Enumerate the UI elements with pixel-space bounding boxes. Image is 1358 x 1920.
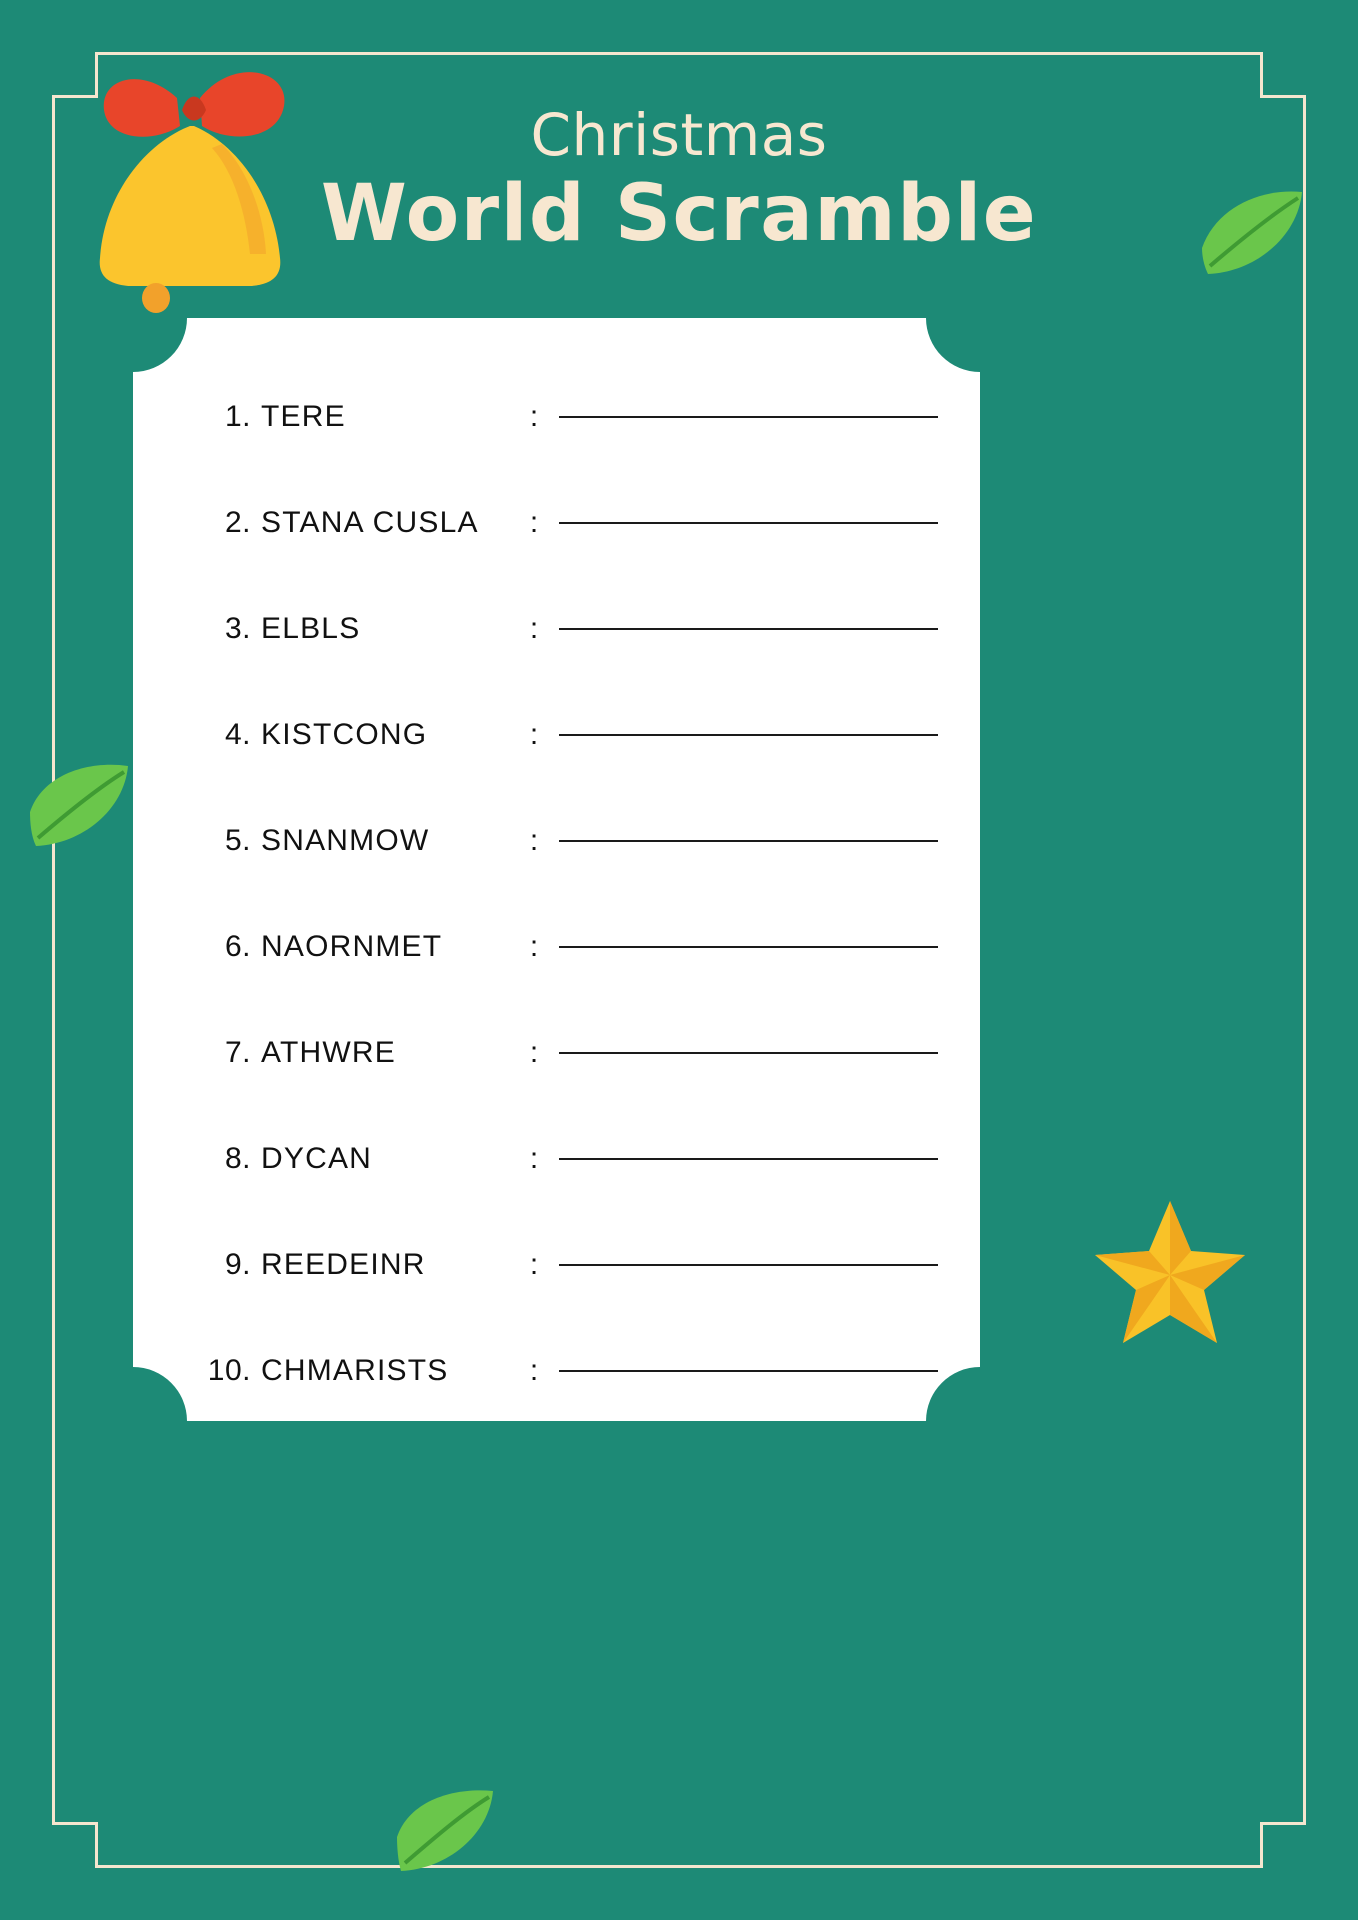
frame-corner-bottom-left bbox=[52, 1822, 98, 1868]
answer-line[interactable] bbox=[559, 734, 938, 736]
worksheet-card bbox=[133, 318, 980, 1421]
title-line-1: Christmas bbox=[530, 101, 828, 169]
item-number: 9. bbox=[224, 1248, 251, 1281]
item-colon: : bbox=[529, 612, 539, 645]
item-number: 7. bbox=[224, 1036, 251, 1069]
list-item bbox=[173, 470, 942, 576]
answer-line[interactable] bbox=[559, 840, 938, 842]
item-number: 10. bbox=[207, 1354, 251, 1387]
answer-line[interactable] bbox=[559, 946, 938, 948]
bell-icon bbox=[82, 48, 312, 318]
list-item bbox=[173, 1212, 942, 1318]
item-colon: : bbox=[529, 1354, 539, 1387]
answer-line[interactable] bbox=[559, 522, 938, 524]
item-word: TERE bbox=[261, 400, 346, 433]
holly-leaf-icon-left bbox=[28, 760, 132, 857]
list-item bbox=[173, 788, 942, 894]
item-number: 4. bbox=[224, 718, 251, 751]
item-word: ATHWRE bbox=[261, 1036, 396, 1069]
item-number: 8. bbox=[224, 1142, 251, 1175]
item-number: 2. bbox=[224, 506, 251, 539]
answer-line[interactable] bbox=[559, 1264, 938, 1266]
list-item bbox=[173, 682, 942, 788]
item-word: SNANMOW bbox=[261, 824, 430, 857]
item-number: 3. bbox=[224, 612, 251, 645]
list-item bbox=[173, 1106, 942, 1212]
item-word: KISTCONG bbox=[261, 718, 428, 751]
item-number: 1. bbox=[224, 400, 251, 433]
list-item bbox=[173, 364, 942, 470]
answer-line[interactable] bbox=[559, 1370, 938, 1372]
item-colon: : bbox=[529, 718, 539, 751]
list-item bbox=[173, 1318, 942, 1424]
item-colon: : bbox=[529, 1248, 539, 1281]
answer-line[interactable] bbox=[559, 416, 938, 418]
list-item bbox=[173, 1000, 942, 1106]
holly-leaf-icon-bottom bbox=[395, 1787, 499, 1880]
list-item bbox=[173, 894, 942, 1000]
title-line-2: World Scramble bbox=[320, 168, 1038, 259]
answer-line[interactable] bbox=[559, 1158, 938, 1160]
item-word: STANA CUSLA bbox=[261, 506, 479, 539]
item-word: DYCAN bbox=[261, 1142, 373, 1175]
item-word: NAORNMET bbox=[261, 930, 443, 963]
item-colon: : bbox=[529, 824, 539, 857]
item-colon: : bbox=[529, 1142, 539, 1175]
item-word: CHMARISTS bbox=[261, 1354, 449, 1387]
item-word: REEDEINR bbox=[261, 1248, 426, 1281]
answer-line[interactable] bbox=[559, 628, 938, 630]
item-colon: : bbox=[529, 400, 539, 433]
scramble-list bbox=[133, 364, 980, 1424]
star-icon bbox=[1090, 1195, 1250, 1360]
item-number: 6. bbox=[224, 930, 251, 963]
item-colon: : bbox=[529, 506, 539, 539]
item-colon: : bbox=[529, 930, 539, 963]
list-item bbox=[173, 576, 942, 682]
holly-leaf-icon-right bbox=[1198, 186, 1306, 283]
frame-corner-bottom-right bbox=[1260, 1822, 1306, 1868]
item-number: 5. bbox=[224, 824, 251, 857]
item-word: ELBLS bbox=[261, 612, 361, 645]
item-colon: : bbox=[529, 1036, 539, 1069]
frame-corner-top-right bbox=[1260, 52, 1306, 98]
answer-line[interactable] bbox=[559, 1052, 938, 1054]
